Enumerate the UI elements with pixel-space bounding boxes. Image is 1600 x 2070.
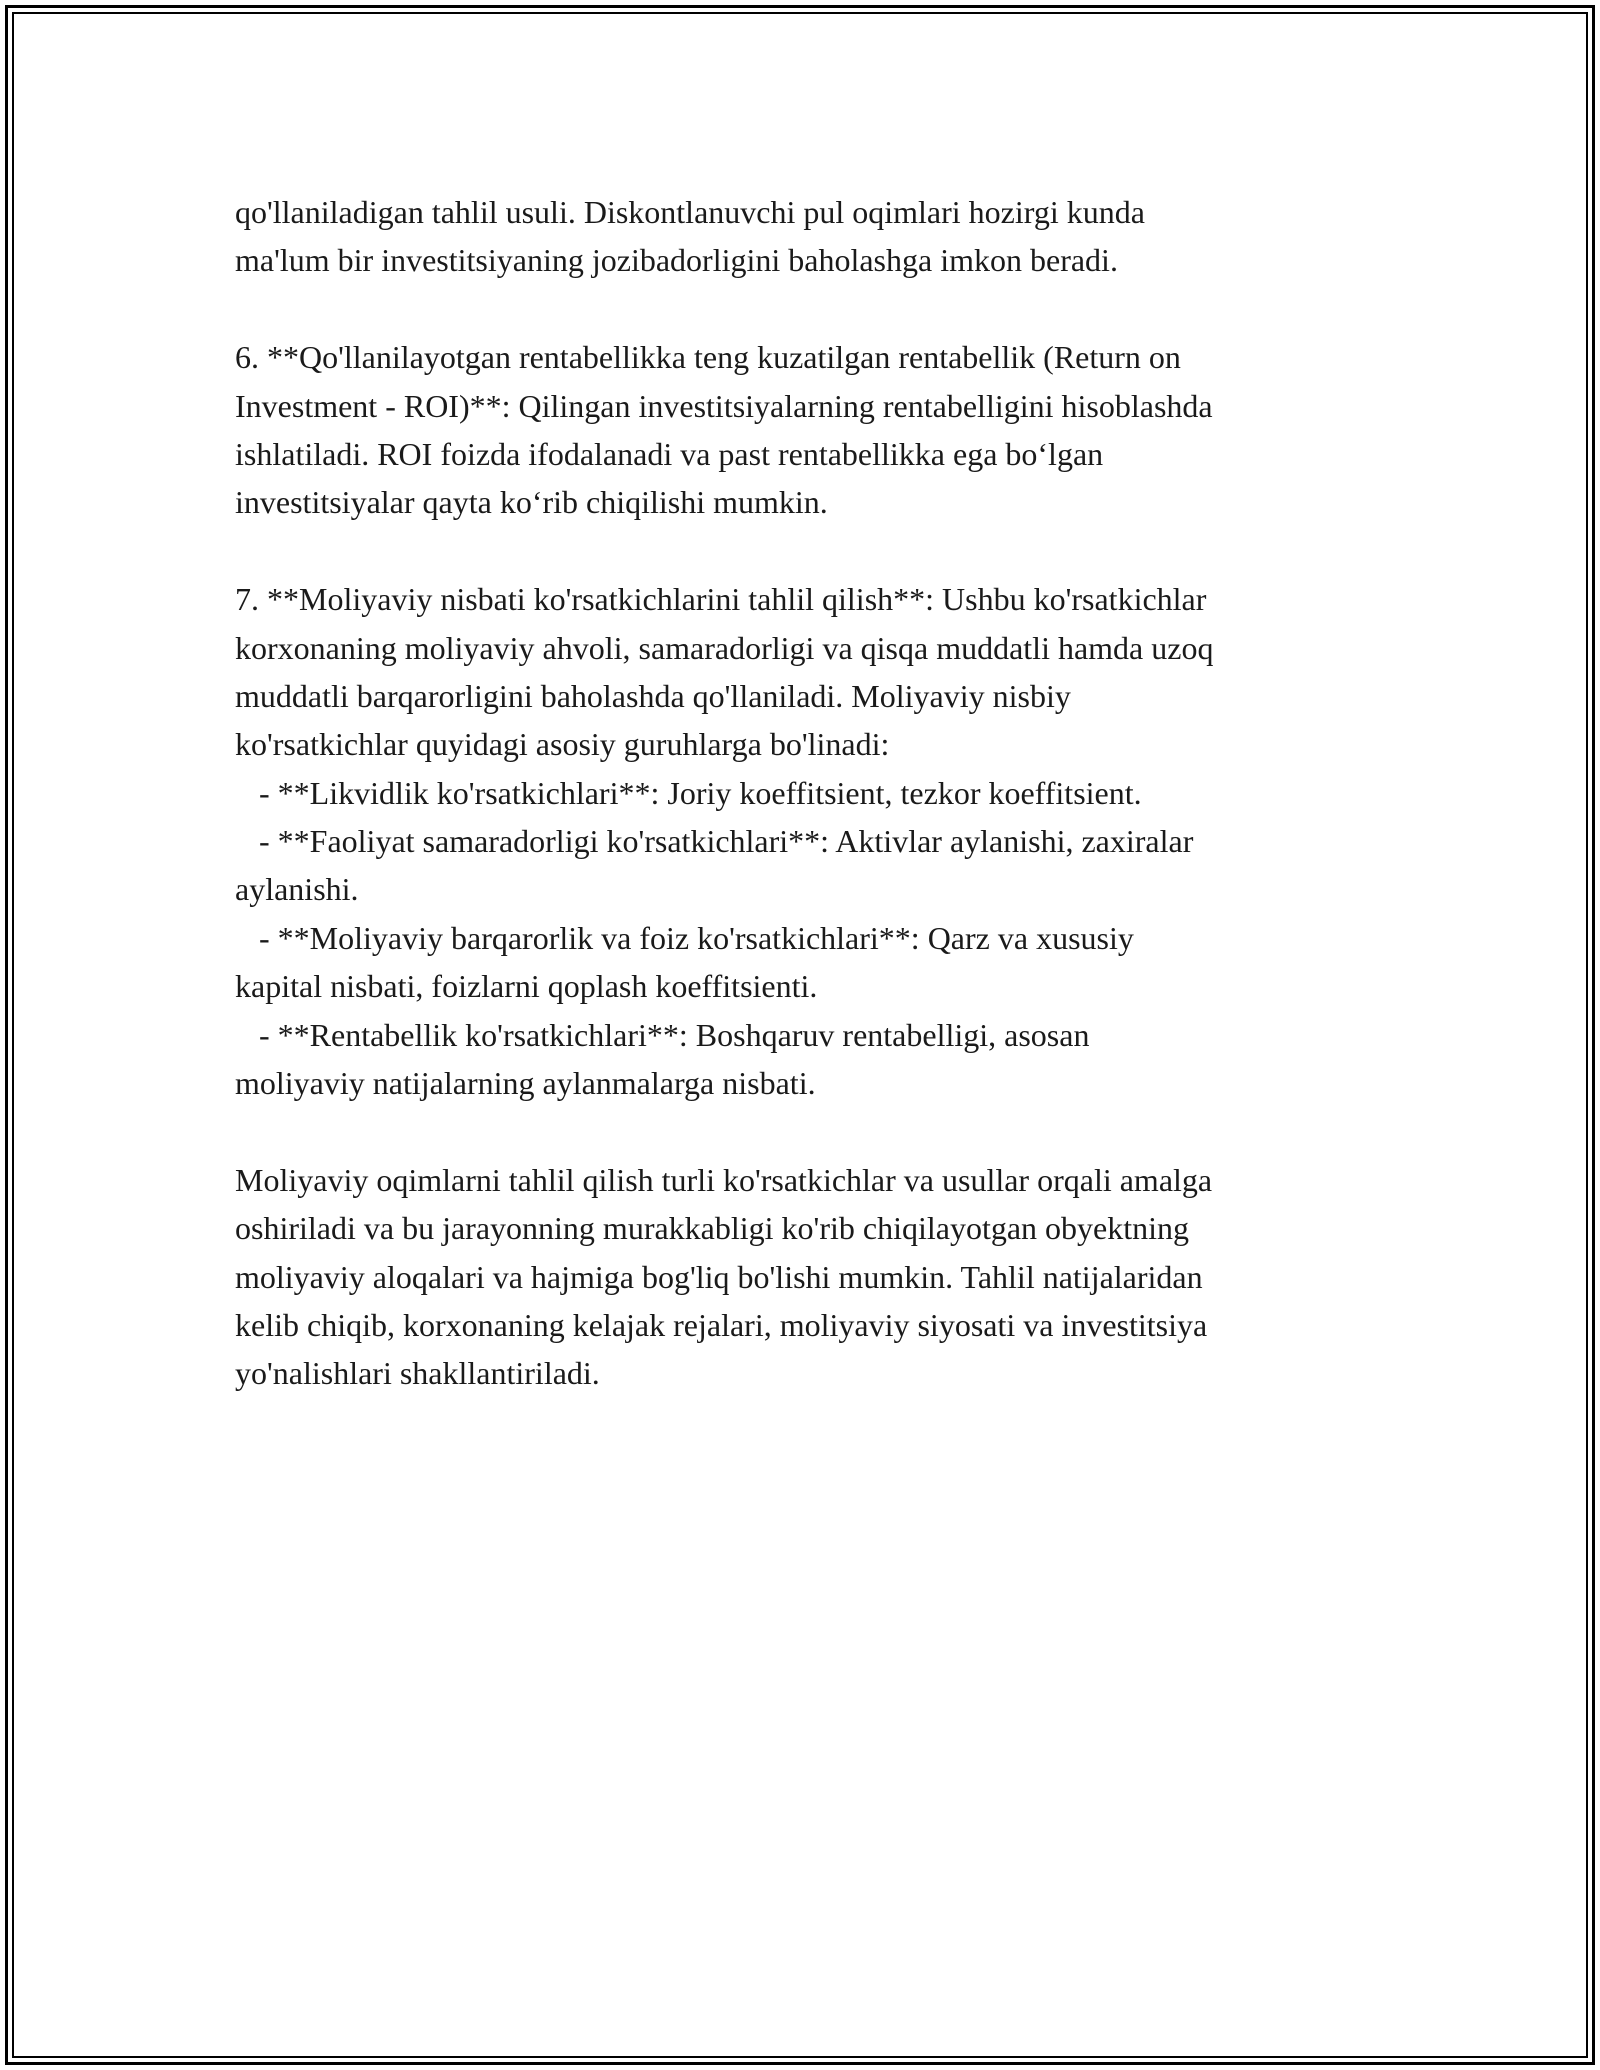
text-line: qo'llaniladigan tahlil usuli. Diskontlanuvchi pul oqimlari hozirgi kunda <box>235 194 1145 230</box>
text-line: moliyaviy aloqalari va hajmiga bog'liq bo'lishi mumkin. Tahlil natijalaridan <box>235 1258 1203 1295</box>
text-line: Investment - ROI)**: Qilingan investitsiyalarning rentabelligini hisoblashda <box>235 387 1213 424</box>
paragraph-spacer <box>235 527 1385 575</box>
text-line: yo'nalishlari shakllantiriladi. <box>235 1355 600 1392</box>
text-line: ishlatiladi. ROI foizda ifodalanadi va past rentabellikka ega bo‘lgan <box>235 435 1104 472</box>
list-item-efficiency: - **Faoliyat samaradorligi ko'rsatkichlari**: Aktivlar aylanishi, zaxiralar <box>235 823 1194 860</box>
paragraph-financial-ratios <box>235 575 1385 1107</box>
text-line: 6. **Qo'llanilayotgan rentabellikka teng kuzatilgan rentabellik (Return on <box>235 339 1181 376</box>
text-line: Moliyaviy oqimlarni tahlil qilish turli ko'rsatkichlar va usullar orqali amalga <box>235 1161 1213 1198</box>
text-line: korxonaning moliyaviy ahvoli, samaradorligi va qisqa muddatli hamda uzoq <box>235 629 1214 666</box>
document-body <box>235 188 1385 1398</box>
list-item-stability: - **Moliyaviy barqarorlik va foiz ko'rsatkichlari**: Qarz va xususiy <box>235 919 1134 956</box>
text-line: kelib chiqib, korxonaning kelajak rejalari, moliyaviy siyosati va investitsiya <box>235 1306 1208 1343</box>
paragraph-dcf-continuation <box>235 188 1385 285</box>
text-line: 7. **Moliyaviy nisbati ko'rsatkichlarini tahlil qilish**: Ushbu ko'rsatkichlar <box>235 581 1207 618</box>
paragraph-spacer <box>235 1107 1385 1155</box>
text-line: muddatli barqarorligini baholashda qo'llaniladi. Moliyaviy nisbiy <box>235 677 1071 714</box>
paragraph-roi <box>235 333 1385 527</box>
text-line: investitsiyalar qayta ko‘rib chiqilishi mumkin. <box>235 484 828 521</box>
paragraph-conclusion <box>235 1156 1385 1398</box>
text-line: ma'lum bir investitsiyaning jozibadorligini baholashga imkon beradi. <box>235 242 1118 279</box>
paragraph-spacer <box>235 285 1385 333</box>
list-item-profitability: - **Rentabellik ko'rsatkichlari**: Boshqaruv rentabelligi, asosan <box>235 1016 1090 1053</box>
text-line: ko'rsatkichlar quyidagi asosiy guruhlarga bo'linadi: <box>235 726 890 763</box>
text-line: oshiriladi va bu jarayonning murakkabligi ko'rib chiqilayotgan obyektning <box>235 1210 1190 1247</box>
list-item-liquidity: - **Likvidlik ko'rsatkichlari**: Joriy koeffitsient, tezkor koeffitsient. <box>235 774 1142 811</box>
text-line: kapital nisbati, foizlarni qoplash koeffitsienti. <box>235 968 818 1005</box>
text-line: aylanishi. <box>235 871 359 908</box>
text-line: moliyaviy natijalarning aylanmalarga nisbati. <box>235 1065 816 1102</box>
